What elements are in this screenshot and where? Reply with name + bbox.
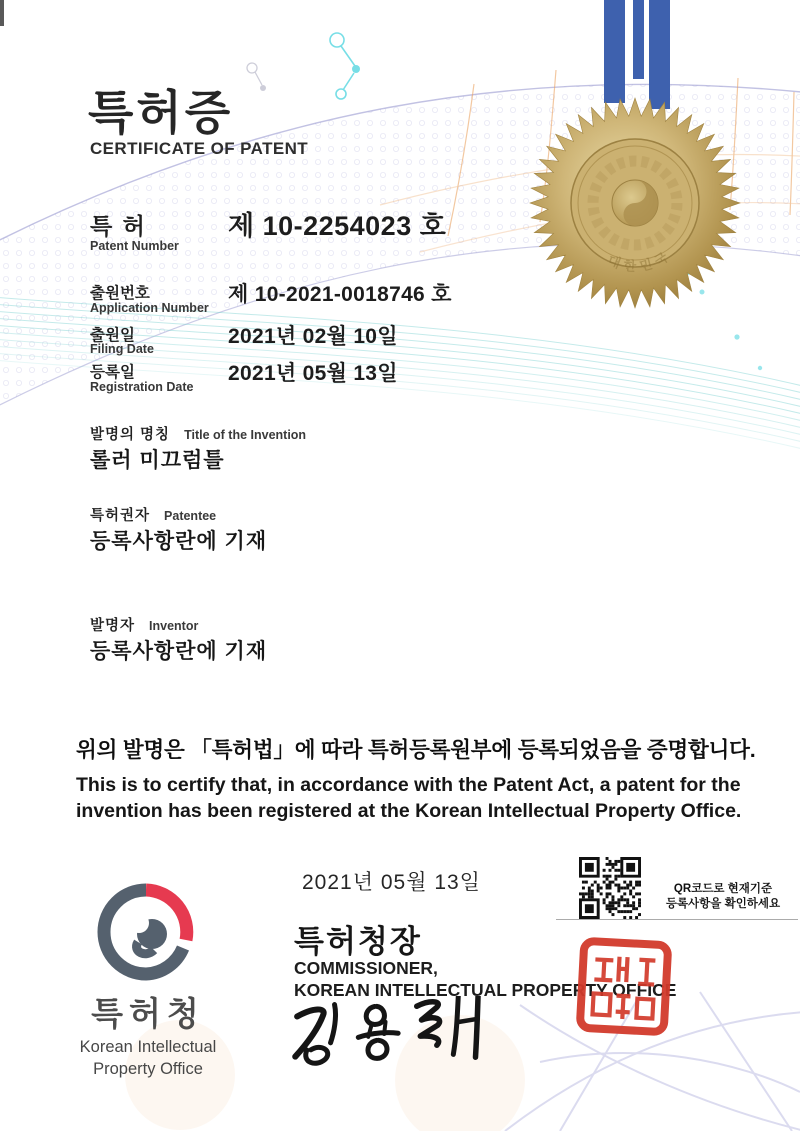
qr-note-line2: 등록사항을 확인하세요 xyxy=(665,898,781,910)
kipo-logo-icon xyxy=(96,882,196,982)
statement-english-line1: This is to certify that, in accordance with the Patent Act, a patent for the xyxy=(76,774,741,796)
filing-date-value: 2021년 02월 10일 xyxy=(228,325,398,348)
qr-note xyxy=(648,882,798,912)
gold-seal-icon xyxy=(528,96,742,310)
application-number-label-ko: 출원번호 xyxy=(90,285,150,302)
commissioner-seal-stamp xyxy=(575,936,674,1038)
patentee-label-en: Patentee xyxy=(164,509,217,523)
commissioner-title: 특허청장 xyxy=(294,924,422,959)
patent-number-label-en: Patent Number xyxy=(90,239,179,253)
inventor-label xyxy=(90,614,198,635)
patent-number-label-ko: 특 허 xyxy=(90,213,147,239)
inventor-label-ko: 발명자 xyxy=(90,618,136,634)
application-number-label-en: Application Number xyxy=(90,301,209,315)
office-name-en-line1: Korean Intellectual xyxy=(79,1038,217,1056)
qr-note-line1: QR코드로 현재기준 xyxy=(673,883,773,895)
molecule-motif xyxy=(330,33,360,99)
page-title: 특허증 xyxy=(88,86,234,139)
filing-date-label-en: Filing Date xyxy=(90,342,154,356)
registration-date-label-ko: 등록일 xyxy=(90,364,135,381)
invention-title-value: 롤러 미끄럼틀 xyxy=(90,449,225,472)
invention-title-label xyxy=(90,423,306,444)
registration-date-value: 2021년 05월 13일 xyxy=(228,362,398,385)
invention-title-label-en: Title of the Invention xyxy=(184,428,307,442)
filing-date-label-ko: 출원일 xyxy=(90,327,135,344)
ribbon-stripe xyxy=(649,0,670,109)
office-name-ko: 특허청 xyxy=(91,995,205,1032)
patentee-label xyxy=(90,504,216,525)
statement-korean: 위의 발명은 「특허법」에 따라 특허등록원부에 등록되었음을 증명합니다. xyxy=(76,738,756,762)
invention-title-label-ko: 발명의 명칭 xyxy=(90,427,171,443)
application-number-value: 제 10-2021-0018746 호 xyxy=(228,283,452,306)
ribbon-stripe xyxy=(604,0,625,103)
issue-date: 2021년 05월 13일 xyxy=(302,871,481,894)
patentee-label-ko: 특허권자 xyxy=(90,508,151,524)
office-name-en xyxy=(43,1037,253,1081)
statement-english-line2: invention has been registered at the Korean Intellectual Property Office. xyxy=(76,800,742,823)
inventor-value: 등록사항란에 기재 xyxy=(90,640,268,663)
patentee-value: 등록사항란에 기재 xyxy=(90,530,268,553)
office-name-en-line2: Property Office xyxy=(93,1059,203,1078)
commissioner-en-line2: KOREAN INTELLECTUAL PROPERTY OFFICE xyxy=(294,980,677,1000)
registration-date-label-en: Registration Date xyxy=(90,380,194,394)
signature-name xyxy=(300,1005,458,1062)
statement-english xyxy=(76,772,756,824)
patent-number-value: 제 10-2254023 호 xyxy=(228,211,447,241)
svg-text:대한민국: 대한민국 xyxy=(605,246,675,275)
page-subtitle: CERTIFICATE OF PATENT xyxy=(90,139,309,158)
commissioner-en-line1: COMMISSIONER, xyxy=(294,958,438,978)
ribbon-stripe xyxy=(633,0,644,79)
qr-code xyxy=(579,857,641,919)
inventor-label-en: Inventor xyxy=(149,619,199,633)
divider-line xyxy=(556,919,798,920)
